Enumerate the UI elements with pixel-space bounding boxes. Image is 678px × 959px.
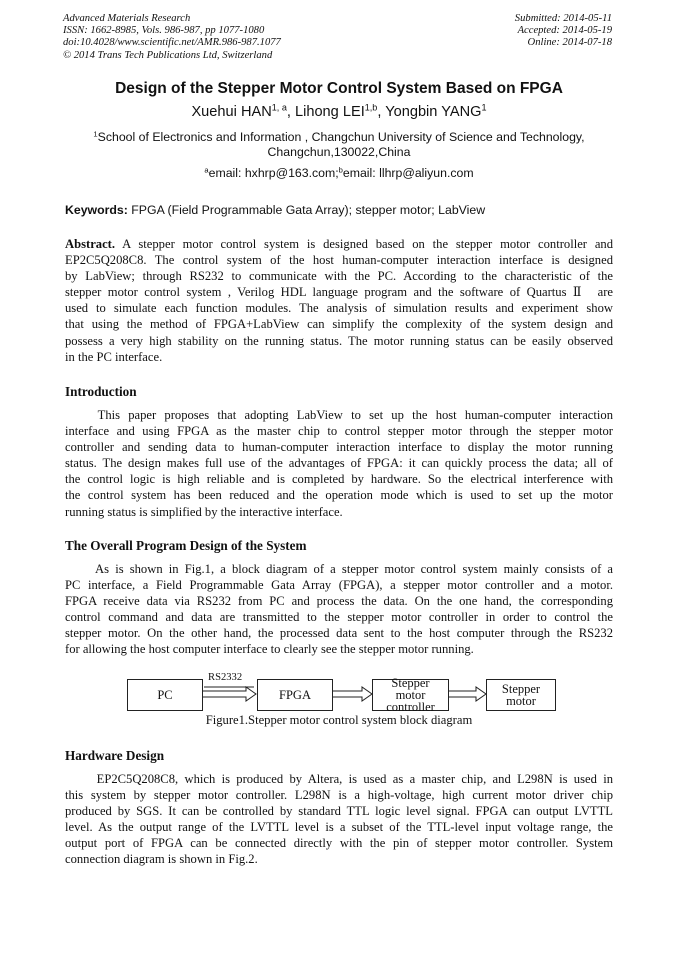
body-line: this system by stepper motor controller. L298N is a high-voltage, high current motor driver chip bbox=[65, 788, 613, 803]
dates-info bbox=[515, 13, 612, 50]
body-line: running status is simplified by the interactive interface. bbox=[65, 504, 343, 519]
journal-info bbox=[63, 13, 281, 62]
author-name: Yongbin YANG bbox=[385, 104, 482, 120]
rs232-label: RS2332 bbox=[208, 672, 243, 683]
arrow-controller-motor bbox=[448, 687, 486, 701]
section-heading-overall: The Overall Program Design of the System bbox=[65, 538, 307, 553]
email-a[interactable]: email: hxhrp@163.com; bbox=[208, 166, 339, 180]
email-sup-a: a bbox=[204, 165, 209, 175]
author-sup: 1, a bbox=[271, 102, 287, 113]
keywords bbox=[65, 203, 615, 217]
body-line: This paper proposes that adopting LabView to set up the host human-computer interaction bbox=[65, 408, 613, 422]
body-line: output port of FPGA can be connected directly with the pin of stepper motor controller. System bbox=[65, 836, 613, 851]
arrow-fpga-controller bbox=[332, 687, 372, 701]
section-heading-introduction: Introduction bbox=[65, 384, 137, 399]
body-line: interface and using FPGA as the master chip to control stepper motor through the stepper motor bbox=[65, 424, 613, 439]
author-name: Xuehui HAN bbox=[191, 104, 272, 120]
motor-box bbox=[486, 679, 556, 711]
author-sup: 1,b bbox=[364, 102, 378, 113]
body-line: produced by SGS. It can be controlled by standard TTL logic level signal. FPGA can output LVTTL bbox=[65, 804, 613, 819]
email-sup-b: b bbox=[338, 165, 343, 175]
author-name: Lihong LEI bbox=[294, 104, 365, 120]
author-emails bbox=[0, 166, 678, 180]
block-diagram bbox=[120, 672, 560, 718]
body-line: controller and sending data to human-computer interaction interface to display the motor running bbox=[65, 440, 613, 455]
author-sup: 1 bbox=[481, 102, 487, 113]
motor-label-1: Stepper bbox=[501, 682, 541, 696]
affiliation bbox=[80, 130, 598, 160]
abstract-line-text: A stepper motor control system is designed based on the stepper motor controller and bbox=[115, 237, 613, 251]
paper-title: Design of the Stepper Motor Control System Based on FPGA bbox=[115, 80, 563, 97]
abstract-line: in the PC interface. bbox=[65, 349, 163, 364]
abstract-line bbox=[65, 236, 613, 252]
motor-label-2: motor bbox=[506, 694, 536, 708]
controller-label-3: controller bbox=[386, 700, 435, 714]
body-line: As is shown in Fig.1, a block diagram of a stepper motor control system mainly consists of a bbox=[65, 562, 613, 576]
pc-box bbox=[127, 679, 203, 711]
keywords-text: FPGA (Field Programmable Gata Array); stepper motor; LabView bbox=[127, 203, 486, 217]
controller-box bbox=[372, 676, 449, 714]
pc-label: PC bbox=[157, 688, 173, 702]
journal-name: Advanced Materials Research bbox=[63, 13, 191, 24]
author-sep: , bbox=[286, 104, 295, 120]
arrow-pc-fpga bbox=[202, 687, 256, 701]
affiliation-line1: School of Electronics and Information , Changchun University of Science and Technology, bbox=[97, 130, 585, 144]
abstract-line: used to simulate each function modules. The analysis of simulation results and experiment show bbox=[65, 301, 613, 316]
keywords-label: Keywords: bbox=[65, 203, 128, 217]
abstract-line: EP2C5Q208C8. The control system of the host human-computer interaction interface is designed bbox=[65, 253, 613, 268]
abstract-label: Abstract. bbox=[65, 237, 116, 251]
author-sep: , bbox=[377, 104, 386, 120]
online-date: Online: 2014-07-18 bbox=[527, 37, 612, 49]
fpga-label: FPGA bbox=[279, 688, 311, 702]
body-line: level. As the output range of the LVTTL level is a subset of the TTL-level input voltage range, the bbox=[65, 820, 613, 835]
affiliation-sup: 1 bbox=[93, 129, 98, 139]
body-line: stepper motor. On the other hand, the processed data sent to the host computer through the RS232 bbox=[65, 626, 613, 641]
author-list bbox=[0, 104, 678, 120]
accepted-date: Accepted: 2014-05-19 bbox=[517, 25, 612, 37]
overall-body bbox=[65, 561, 613, 658]
body-line: the control logic is high reliable and is completed by hardware. So the electrical interference with bbox=[65, 472, 613, 487]
body-line: control command and data are transmitted to the stepper motor controller in order to control the bbox=[65, 610, 613, 625]
section-heading-hardware: Hardware Design bbox=[65, 748, 165, 763]
hardware-body bbox=[65, 771, 613, 868]
controller-label-1: Stepper bbox=[391, 676, 430, 690]
issn-line: ISSN: 1662-8985, Vols. 986-987, pp 1077-1080 bbox=[63, 25, 265, 37]
copyright-line: © 2014 Trans Tech Publications Ltd, Switzerland bbox=[63, 49, 273, 61]
body-line: for allowing the host computer interface to clearly see the stepper motor running. bbox=[65, 642, 474, 657]
email-b[interactable]: email: llhrp@aliyun.com bbox=[342, 166, 474, 180]
doi-line[interactable]: doi:10.4028/www.scientific.net/AMR.986-987.1077 bbox=[63, 37, 281, 49]
abstract-line: possess a very high stability on the running status. The motor running status can be easily observed bbox=[65, 333, 613, 348]
body-line: PC interface, a Field Programmable Gata Array (FPGA), a stepper motor controller and a motor. bbox=[65, 578, 613, 593]
body-line: connection diagram is shown in Fig.2. bbox=[65, 852, 258, 867]
abstract-line: by LabView; through RS232 to communicate with the PC. According to the characteristic of the bbox=[65, 269, 613, 284]
fpga-box bbox=[257, 679, 333, 711]
body-line: FPGA receive data via RS232 from PC and process the data. On the one hand, the corresponding bbox=[65, 594, 613, 609]
body-line: EP2C5Q208C8, which is produced by Altera, is used as a master chip, and L298N is used in bbox=[65, 772, 613, 786]
abstract-line: that using the method of FPGA+LabView can simplify the complexity of the system design and bbox=[65, 317, 613, 332]
abstract-line: stepper motor control system , Verilog HDL language program and the software of Quartus Ⅱ are bbox=[65, 285, 613, 300]
affiliation-line2: Changchun,130022,China bbox=[267, 145, 411, 159]
controller-label-2: motor bbox=[395, 688, 426, 702]
abstract bbox=[65, 236, 613, 365]
body-line: status. The design makes full use of the advantages of FPGA: it can quickly process the data; all of bbox=[65, 456, 613, 471]
body-line: the control system has been reduced and the operation mode which is used to set up the motor bbox=[65, 488, 613, 503]
figure-caption: Figure1.Stepper motor control system block diagram bbox=[205, 713, 473, 727]
submitted-date: Submitted: 2014-05-11 bbox=[514, 13, 612, 24]
introduction-body bbox=[65, 407, 613, 520]
